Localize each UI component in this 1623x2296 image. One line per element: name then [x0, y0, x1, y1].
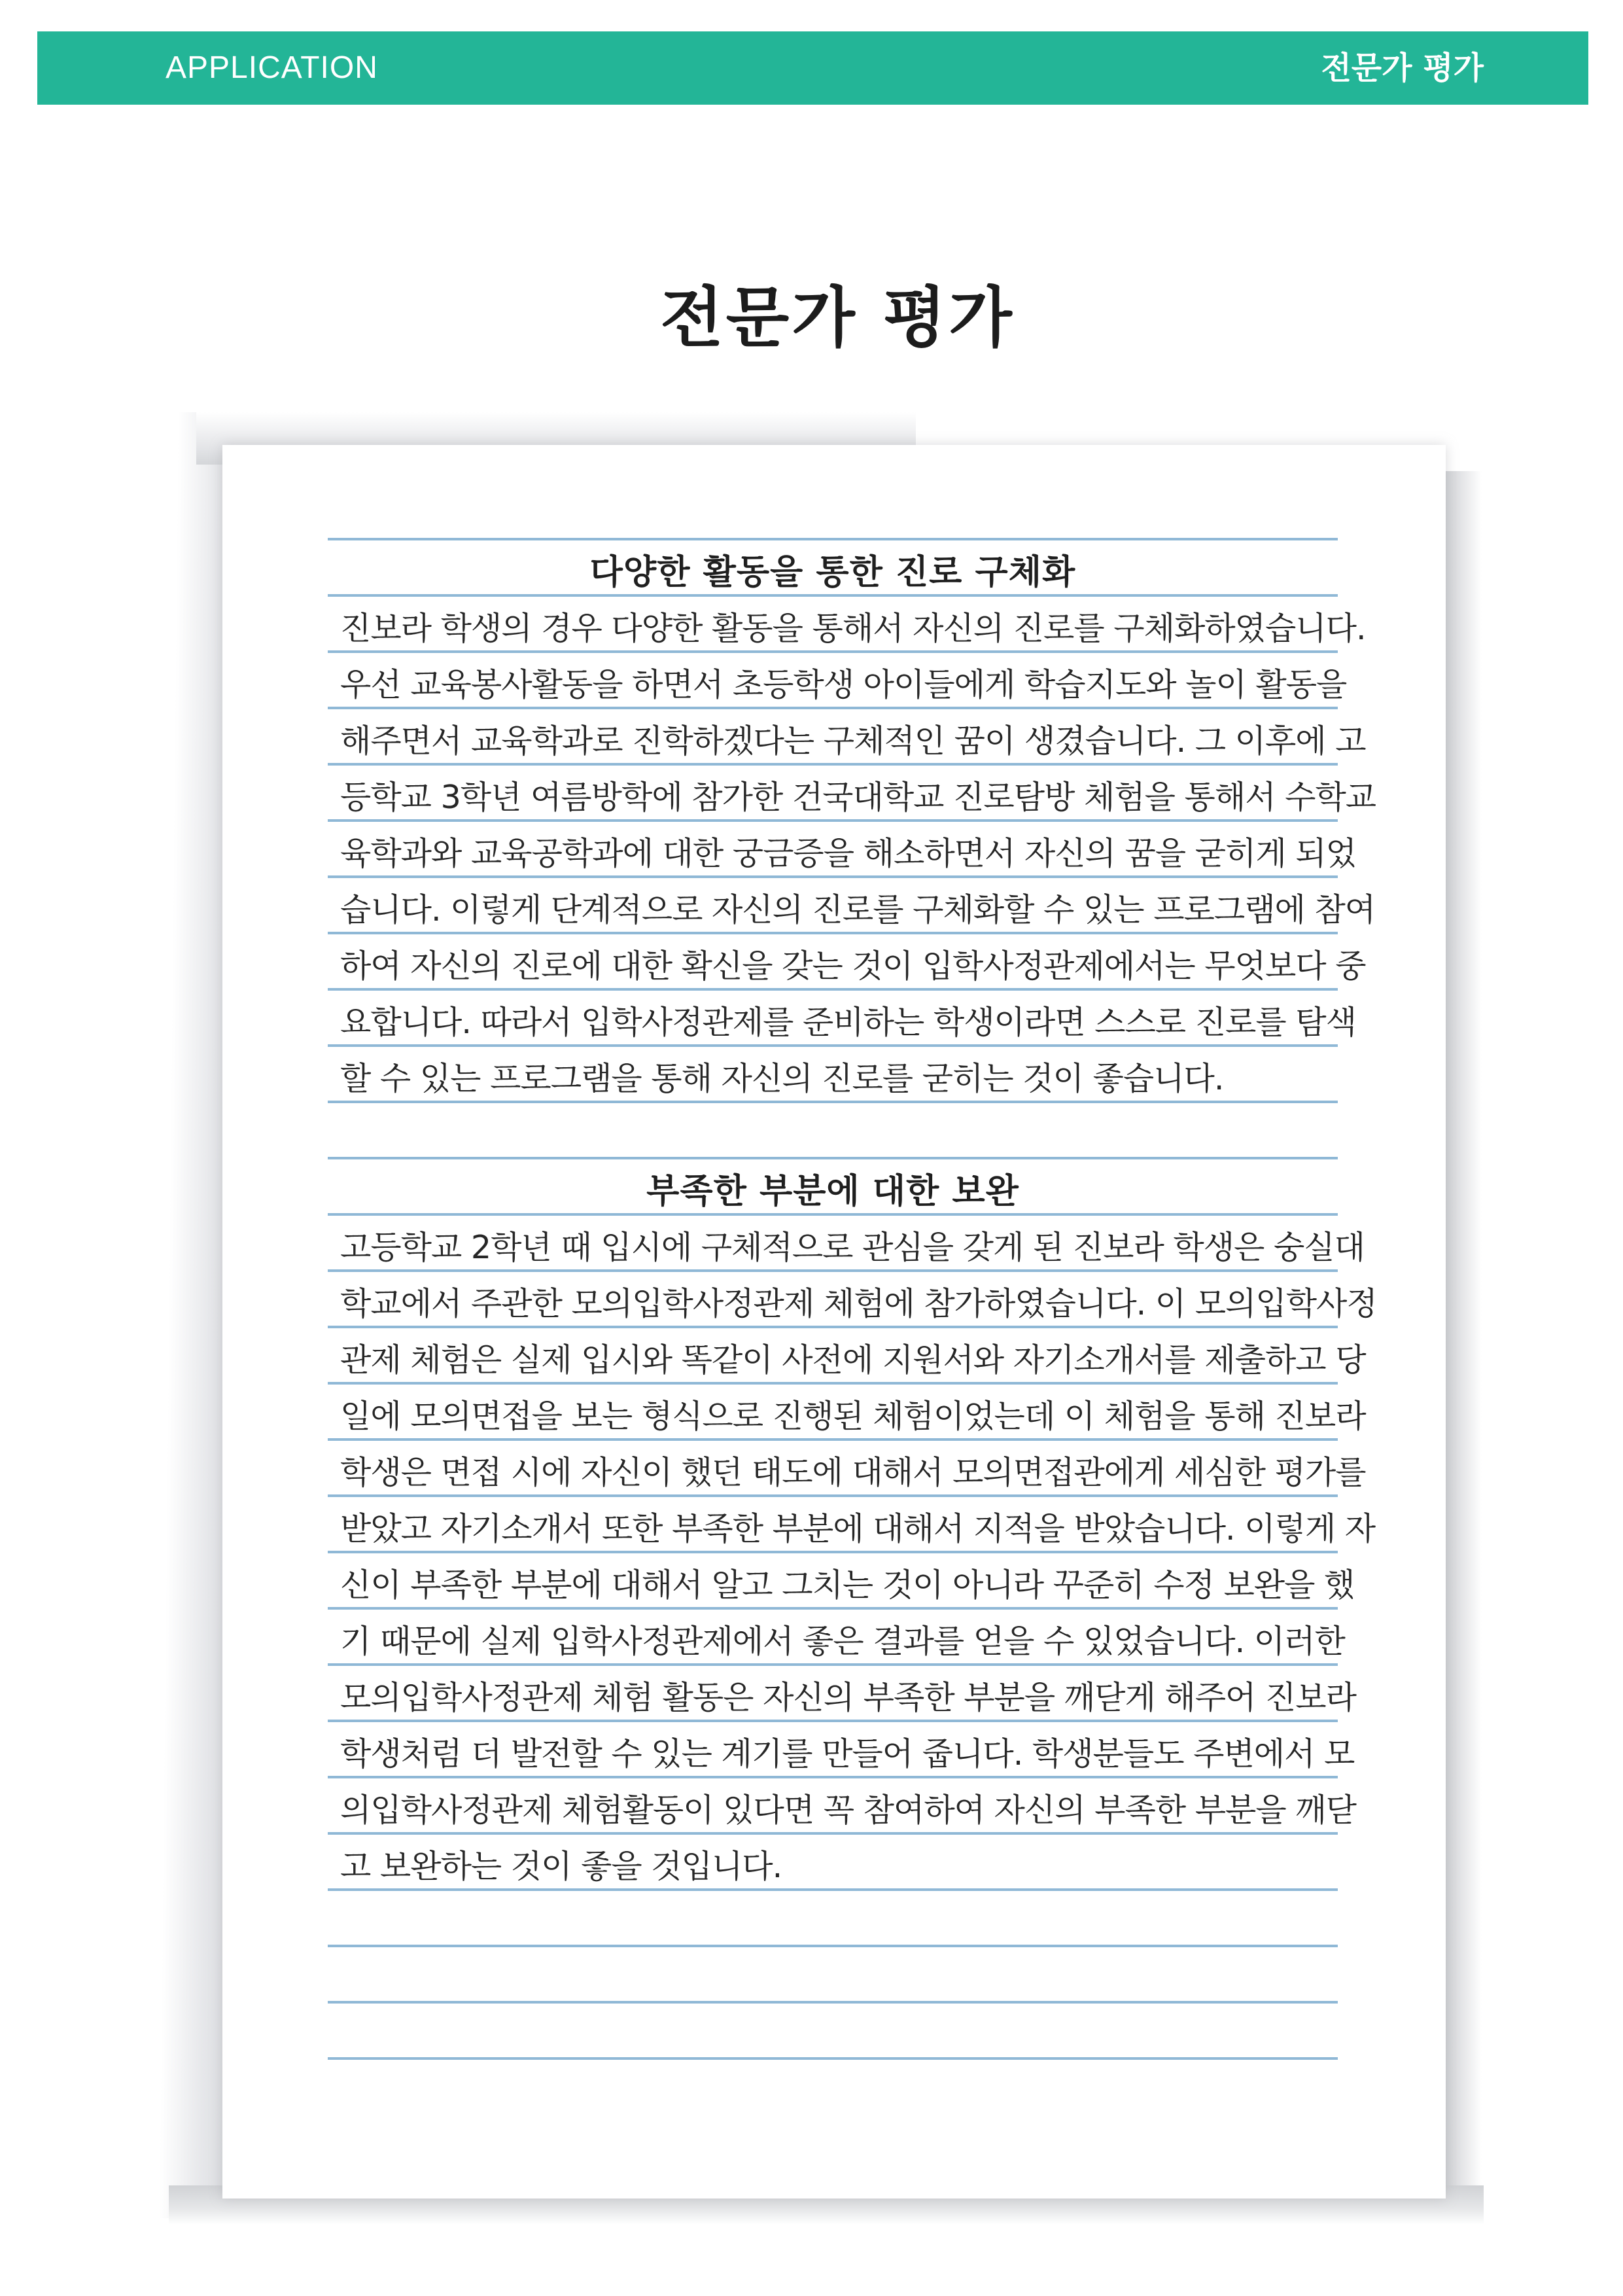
ruled-line [328, 2057, 1338, 2060]
body-text-line: 기 때문에 실제 입학사정관제에서 좋은 결과를 얻을 수 있었습니다. 이러한 [340, 1623, 1345, 1660]
header-page-label: 전문가 평가 [1321, 50, 1484, 86]
ruled-line [328, 650, 1338, 653]
body-text-line: 하여 자신의 진로에 대한 확신을 갖는 것이 입학사정관제에서는 무엇보다 중 [340, 947, 1366, 985]
ruled-line [328, 1101, 1338, 1103]
ruled-line [328, 932, 1338, 934]
header-band [37, 31, 1588, 105]
ruled-line [328, 1213, 1338, 1216]
body-text-line: 모의입학사정관제 체험 활동은 자신의 부족한 부분을 깨닫게 해주어 진보라 [340, 1679, 1356, 1716]
body-text-line: 학교에서 주관한 모의입학사정관제 체험에 참가하였습니다. 이 모의입학사정 [340, 1285, 1377, 1322]
page-title: 전문가 평가 [660, 279, 1015, 356]
body-text-line: 관제 체험은 실제 입시와 똑같이 사전에 지원서와 자기소개서를 제출하고 당 [340, 1341, 1366, 1379]
ruled-line [328, 538, 1338, 540]
header-section-label: APPLICATION [166, 50, 378, 85]
body-text-line: 등학교 3학년 여름방학에 참가한 건국대학교 진로탐방 체험을 통해서 수학교 [340, 779, 1376, 816]
ruled-line [328, 763, 1338, 766]
body-text-line: 할 수 있는 프로그램을 통해 자신의 진로를 굳히는 것이 좋습니다. [340, 1060, 1224, 1097]
ruled-line [328, 819, 1338, 822]
body-text-line: 육학과와 교육공학과에 대한 궁금증을 해소하면서 자신의 꿈을 굳히게 되었 [340, 835, 1356, 872]
ruled-line [328, 1044, 1338, 1047]
body-text-line: 일에 모의면접을 보는 형식으로 진행된 체험이었는데 이 체험을 통해 진보라 [340, 1398, 1366, 1435]
body-text-line: 신이 부족한 부분에 대해서 알고 그치는 것이 아니라 꾸준히 수정 보완을 했 [340, 1566, 1355, 1604]
ruled-line [328, 1438, 1338, 1441]
body-text-line: 의입학사정관제 체험활동이 있다면 꼭 참여하여 자신의 부족한 부분을 깨닫 [340, 1792, 1356, 1829]
body-text-line: 학생처럼 더 발전할 수 있는 계기를 만들어 줍니다. 학생분들도 주변에서 모 [340, 1735, 1355, 1773]
ruled-line [328, 1663, 1338, 1666]
ruled-line [328, 1551, 1338, 1553]
body-text-line: 고등학교 2학년 때 입시에 구체적으로 관심을 갖게 된 진보라 학생은 숭실대 [340, 1229, 1365, 1266]
ruled-line [328, 1832, 1338, 1835]
ruled-line [328, 875, 1338, 878]
ruled-line [328, 1326, 1338, 1328]
ruled-line [328, 2001, 1338, 2004]
body-text-line: 습니다. 이렇게 단계적으로 자신의 진로를 구체화할 수 있는 프로그램에 참여 [340, 891, 1376, 928]
ruled-line [328, 1888, 1338, 1891]
ruled-line [328, 1494, 1338, 1497]
ruled-line [328, 707, 1338, 709]
body-text-line: 진보라 학생의 경우 다양한 활동을 통해서 자신의 진로를 구체화하였습니다. [340, 610, 1366, 647]
ruled-line [328, 1607, 1338, 1610]
ruled-line [328, 1945, 1338, 1947]
ruled-line [328, 1776, 1338, 1778]
body-text-line: 고 보완하는 것이 좋을 것입니다. [340, 1848, 782, 1885]
ruled-line [328, 594, 1338, 597]
ruled-line [328, 988, 1338, 991]
ruled-line [328, 1720, 1338, 1722]
section-heading: 다양한 활동을 통한 진로 구체화 [589, 553, 1076, 592]
body-text-line: 학생은 면접 시에 자신이 했던 태도에 대해서 모의면접관에게 세심한 평가를 [340, 1454, 1366, 1491]
body-text-line: 우선 교육봉사활동을 하면서 초등학생 아이들에게 학습지도와 놀이 활동을 [340, 666, 1347, 703]
section-heading: 부족한 부분에 대한 보완 [646, 1172, 1019, 1211]
ruled-line [328, 1157, 1338, 1159]
body-text-line: 요합니다. 따라서 입학사정관제를 준비하는 학생이라면 스스로 진로를 탐색 [340, 1004, 1356, 1041]
body-text-line: 받았고 자기소개서 또한 부족한 부분에 대해서 지적을 받았습니다. 이렇게 자 [340, 1510, 1376, 1547]
body-text-line: 해주면서 교육학과로 진학하겠다는 구체적인 꿈이 생겼습니다. 그 이후에 고 [340, 722, 1366, 760]
ruled-line [328, 1382, 1338, 1385]
ruled-line [328, 1269, 1338, 1272]
